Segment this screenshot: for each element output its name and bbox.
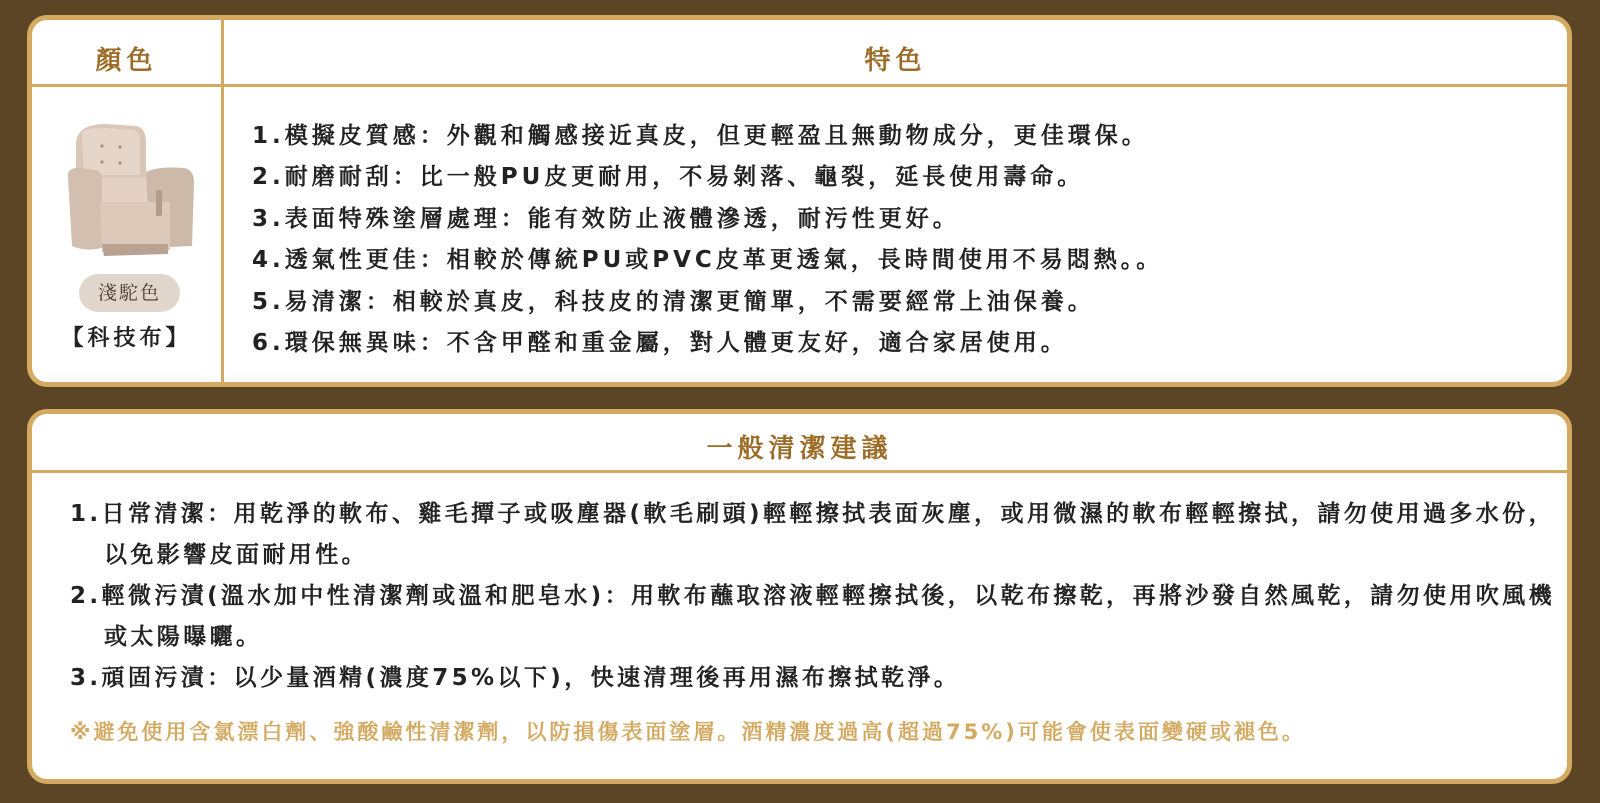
feature-item: 4.透氣性更佳：相較於傳統PU或PVC皮革更透氣，長時間使用不易悶熱。。 bbox=[252, 247, 1164, 274]
header-divider bbox=[32, 84, 1567, 87]
column-divider bbox=[221, 20, 224, 382]
feature-list bbox=[252, 116, 1552, 364]
features-table bbox=[27, 15, 1572, 387]
feature-item: 3.表面特殊塗層處理：能有效防止液體滲透，耐污性更好。 bbox=[252, 205, 960, 232]
cleaning-item: 1.日常清潔：用乾淨的軟布、雞毛撢子或吸塵器(軟毛刷頭)輕輕擦拭表面灰塵，或用微濕的軟布輕輕擦拭，請勿使用過多水份，以免影響皮面耐用性。 bbox=[70, 501, 1555, 568]
recliner-chair-icon bbox=[66, 120, 196, 260]
feature-item: 2.耐磨耐刮：比一般PU皮更耐用，不易剝落、龜裂，延長使用壽命。 bbox=[252, 164, 1085, 191]
cleaning-header: 一般清潔建議 bbox=[706, 434, 893, 464]
cleaning-item: 2.輕微污漬(溫水加中性清潔劑或溫和肥皂水)：用軟布蘸取溶液輕輕擦拭後，以乾布擦乾，再將沙發自然風乾，請勿使用吹風機或太陽曝曬。 bbox=[70, 583, 1555, 650]
cleaning-list bbox=[70, 494, 1560, 699]
cleaning-item: 3.頑固污漬：以少量酒精(濃度75%以下)，快速清理後再用濕布擦拭乾淨。 bbox=[70, 665, 961, 691]
feature-item: 5.易清潔：相較於真皮，科技皮的清潔更簡單，不需要經常上油保養。 bbox=[252, 288, 1095, 315]
cleaning-advice-panel bbox=[27, 409, 1572, 784]
feature-item: 1.模擬皮質感：外觀和觸感接近真皮，但更輕盈且無動物成分，更佳環保。 bbox=[252, 123, 1149, 149]
cleaning-header-divider bbox=[32, 470, 1567, 473]
feature-item: 6.環保無異味：不含甲醛和重金屬，對人體更友好，適合家居使用。 bbox=[252, 329, 1068, 356]
warning-note: ※避免使用含氯漂白劑、強酸鹼性清潔劑，以防損傷表面塗層。酒精濃度過高(超過75%)可能會使表面變硬或褪色。 bbox=[70, 720, 1306, 744]
material-label: 【科技布】 bbox=[61, 326, 192, 351]
feature-column-header: 特色 bbox=[864, 46, 927, 76]
color-swatch-label: 淺駝色 bbox=[79, 274, 180, 312]
color-column-header: 顏色 bbox=[95, 46, 158, 76]
